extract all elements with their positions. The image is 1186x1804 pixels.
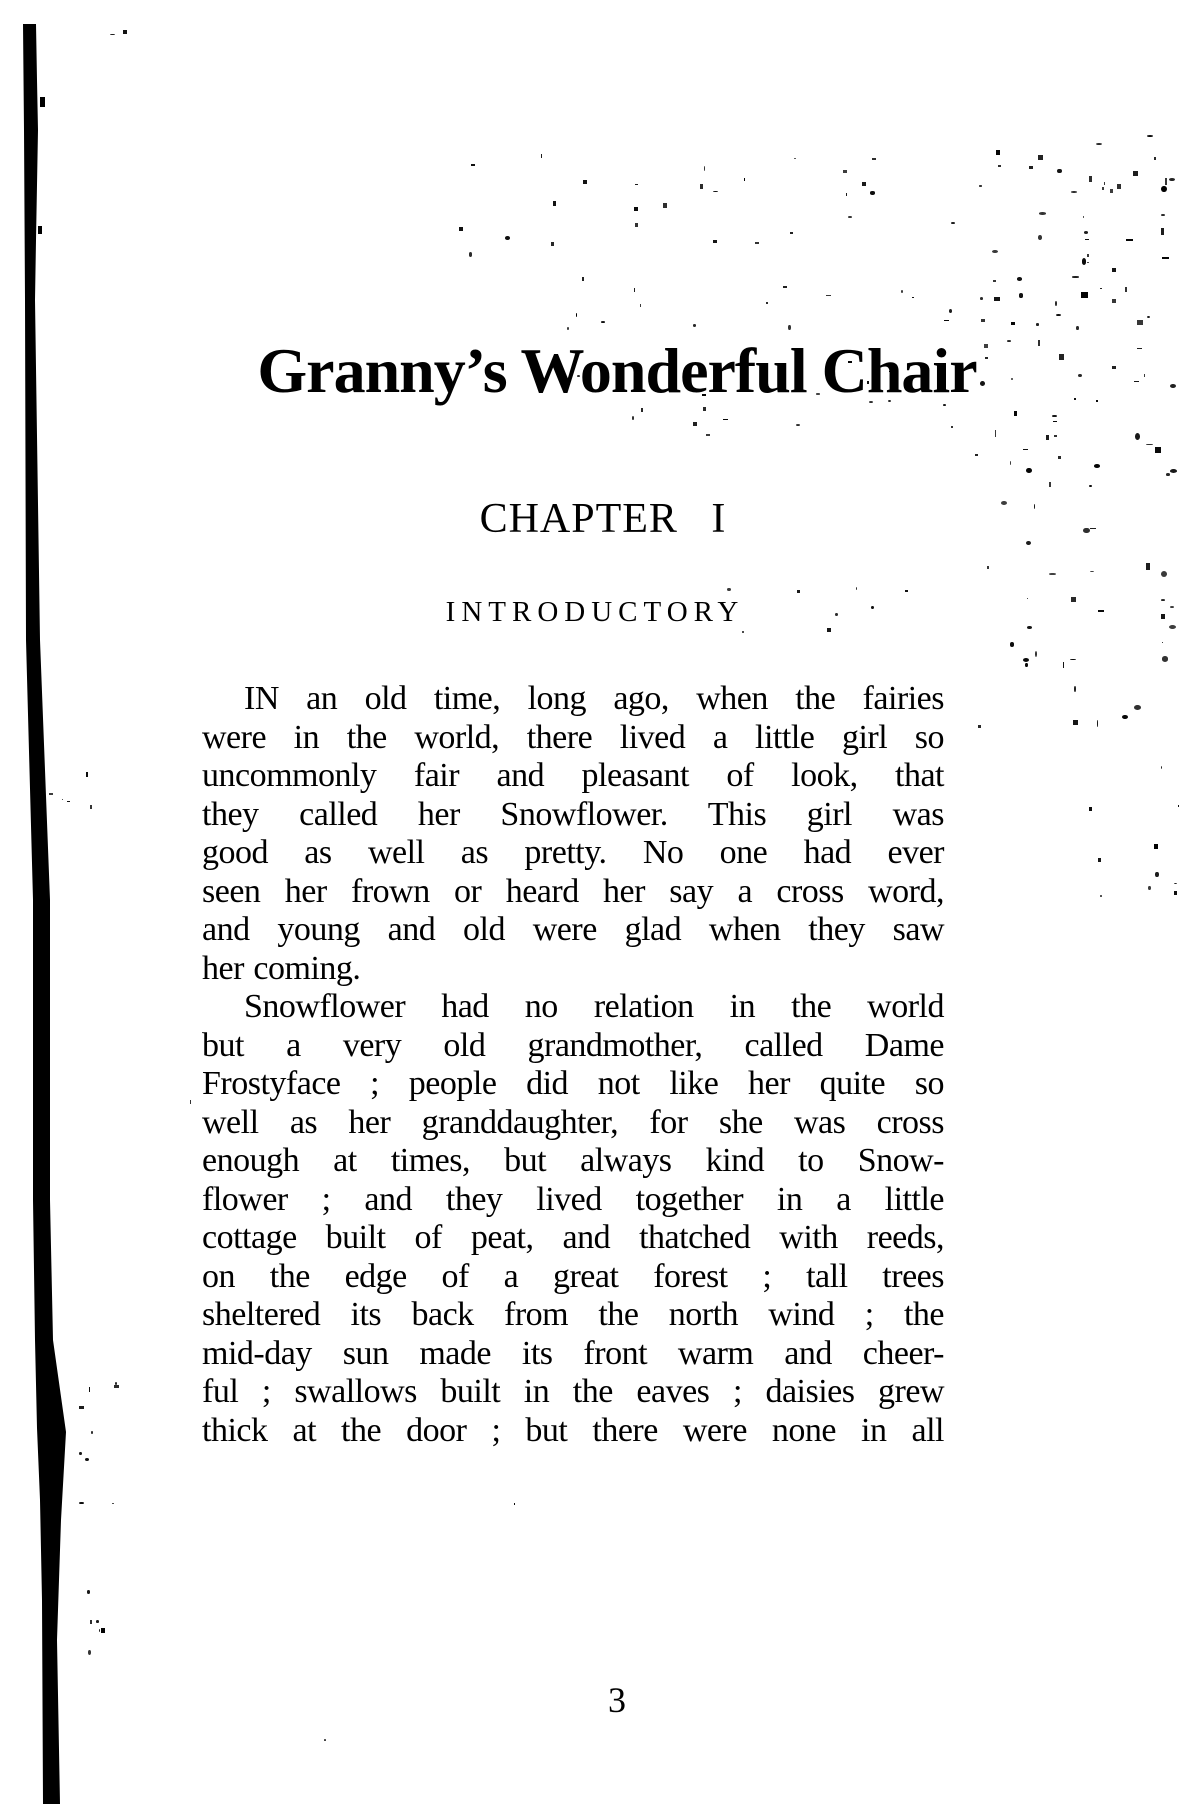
scan-speck (1166, 473, 1170, 476)
scan-speck (1110, 189, 1114, 193)
scan-speck (1027, 626, 1032, 629)
scan-speck (1100, 288, 1101, 289)
scan-speck (1089, 807, 1093, 811)
text-line: her coming. (202, 949, 361, 987)
scan-speck (979, 185, 981, 186)
scan-speck (766, 302, 768, 305)
text-line: good as well as pretty. No one had ever (202, 834, 944, 871)
scan-speck (635, 223, 638, 227)
scan-speck (1161, 766, 1162, 769)
scan-speck (1133, 171, 1137, 176)
scan-speck (693, 422, 697, 426)
scan-speck (1155, 447, 1160, 454)
text-line: but a very old grandmother, called Dame (202, 1026, 944, 1064)
scan-speck (693, 324, 696, 326)
scan-speck (1046, 435, 1049, 440)
scan-speck (1094, 464, 1100, 468)
scan-speck (1036, 323, 1039, 325)
scan-speck (1026, 541, 1031, 545)
scan-speck (1034, 504, 1035, 509)
scan-speck (843, 170, 847, 173)
scan-speck (1025, 663, 1027, 667)
scan-speck (1112, 268, 1116, 272)
scan-speck (1052, 415, 1056, 417)
scan-speck (987, 566, 989, 569)
paragraph (202, 680, 944, 988)
scan-speck (905, 590, 908, 592)
scan-speck (1144, 374, 1145, 378)
scan-speck (640, 304, 641, 307)
scan-speck (459, 227, 463, 231)
scan-speck (190, 1100, 191, 1103)
scan-speck (1010, 461, 1011, 465)
scan-speck (1011, 378, 1013, 380)
scan-speck (980, 297, 983, 300)
scan-speck (788, 325, 790, 330)
scan-speck (1071, 191, 1077, 193)
scan-speck (1087, 254, 1089, 257)
scan-speck (90, 1620, 92, 1624)
scan-speck (1165, 178, 1167, 185)
scan-speck (583, 180, 587, 184)
scan-speck (1019, 293, 1024, 297)
scan-speck (872, 158, 876, 160)
scan-speck (713, 191, 718, 192)
book-title: Granny’s Wonderful Chair (257, 335, 977, 406)
scan-speck (995, 430, 997, 437)
scan-speck (996, 150, 1000, 155)
scan-speck (1011, 322, 1015, 325)
text-line: enough at times, but always kind to Snow- (202, 1142, 944, 1179)
scan-speck (790, 232, 793, 234)
scan-speck (951, 426, 954, 428)
scan-speck (87, 1590, 90, 1593)
scan-speck (1078, 374, 1082, 378)
scan-speck (1026, 468, 1032, 474)
scan-speck (324, 1739, 326, 1741)
text-line: Snowflower had no relation in the world (244, 988, 944, 1025)
scan-speck (1035, 651, 1037, 657)
scan-speck (1102, 187, 1104, 190)
scan-speck (1135, 433, 1140, 440)
scan-speck (1146, 444, 1153, 446)
scan-speck (744, 178, 745, 181)
scan-speck (1023, 658, 1029, 662)
scan-speck (634, 207, 638, 210)
text-line: they called her Snowflower. This girl was (202, 795, 944, 833)
text-line: Frostyface ; people did not like her quite so (202, 1065, 944, 1102)
scan-speck (994, 297, 1000, 301)
scan-speck (1087, 262, 1089, 263)
text-line: were in the world, there lived a little girl so (202, 718, 944, 756)
text-line: thick at the door ; but there were none in all (202, 1411, 944, 1449)
scan-speck (1081, 292, 1088, 298)
scan-speck (635, 184, 639, 185)
scan-speck (1014, 411, 1017, 415)
text-line: cottage built of peat, and thatched with reeds, (202, 1219, 944, 1256)
scan-speck (1148, 886, 1151, 890)
scan-speck (114, 1385, 119, 1388)
scan-speck (634, 288, 635, 293)
scan-speck (1162, 257, 1169, 259)
scan-speck (706, 434, 711, 436)
scan-speck (1096, 143, 1102, 145)
scan-speck (1174, 891, 1177, 895)
scan-speck (1082, 258, 1086, 264)
scan-speck (1122, 715, 1128, 719)
text-line: ful ; swallows built in the eaves ; daisies grew (202, 1373, 944, 1410)
scan-speck (1029, 166, 1033, 169)
scan-speck (1126, 239, 1133, 240)
scan-speck (89, 1387, 90, 1391)
scan-speck (1010, 642, 1014, 646)
scan-speck (1049, 573, 1056, 576)
scan-speck (1057, 169, 1062, 174)
scan-speck (101, 1628, 104, 1633)
scan-speck (1089, 176, 1092, 182)
body-paragraphs (202, 680, 944, 1450)
scan-speck (1154, 844, 1158, 849)
text-line: well as her granddaughter, for she was cross (202, 1103, 944, 1141)
scan-speck (912, 297, 914, 299)
scan-speck (79, 1406, 83, 1409)
scan-speck (90, 805, 91, 810)
section-heading: INTRODUCTORY (445, 596, 745, 628)
scan-speck (1098, 858, 1101, 861)
scan-speck (49, 793, 54, 795)
scan-speck (796, 424, 800, 426)
scan-speck (1161, 186, 1167, 192)
scan-speck (1161, 614, 1164, 620)
scan-speck (1161, 599, 1165, 601)
scan-speck (901, 290, 903, 293)
scan-speck (1059, 354, 1064, 360)
text-line: seen her frown or heard her say a cross word, (202, 872, 944, 910)
scan-speck (79, 1502, 83, 1504)
scan-speck (1098, 610, 1103, 611)
scan-speck (1054, 435, 1057, 437)
scan-speck (1154, 157, 1156, 160)
scan-speck (949, 309, 953, 313)
scan-speck (856, 587, 857, 590)
scan-speck (1170, 469, 1177, 473)
scan-speck (1161, 214, 1165, 216)
scan-speck (96, 1620, 99, 1623)
scan-speck (1090, 528, 1096, 529)
scan-speck (1147, 316, 1150, 319)
scan-speck (663, 203, 667, 208)
scan-speck (1112, 366, 1116, 368)
scan-speck (703, 407, 706, 411)
scan-speck (998, 165, 1001, 167)
scan-speck (713, 240, 717, 243)
scan-speck (1134, 381, 1140, 383)
scan-speck (1038, 235, 1043, 240)
scan-speck (1072, 276, 1079, 277)
scan-speck (1073, 720, 1077, 725)
scan-speck (1162, 656, 1168, 661)
scan-speck (1178, 805, 1179, 807)
scan-speck (469, 252, 472, 256)
scan-speck (1089, 485, 1092, 487)
scan-speck (471, 164, 476, 166)
scan-speck (541, 154, 543, 158)
scan-speck (1104, 182, 1106, 184)
scan-speck (992, 250, 998, 254)
scan-speck (1100, 895, 1102, 897)
scan-speck (742, 631, 744, 633)
scan-speck (1169, 625, 1176, 629)
scan-speck (755, 242, 759, 244)
scan-speck (1058, 456, 1061, 459)
scan-speck (1038, 155, 1042, 160)
text-line: mid-day sun made its front warm and cheer- (202, 1334, 944, 1372)
scan-speck (1007, 340, 1012, 342)
scan-speck (641, 408, 643, 412)
scan-speck (1161, 571, 1167, 577)
scan-speck (1056, 314, 1061, 316)
scan-speck (794, 158, 797, 159)
scan-speck (1039, 212, 1046, 214)
scan-speck (1023, 449, 1028, 450)
scan-speck (582, 277, 584, 281)
scan-speck (993, 280, 996, 283)
scan-speck (567, 327, 569, 330)
scan-speck (846, 193, 848, 196)
scan-speck (704, 166, 705, 171)
text-line: uncommonly fair and pleasant of look, that (202, 757, 944, 794)
scan-speck (576, 313, 578, 316)
scan-speck (1017, 277, 1022, 280)
scan-speck (797, 590, 800, 593)
scan-speck (551, 242, 554, 246)
scan-speck (1134, 705, 1141, 710)
scan-speck (514, 1503, 515, 1505)
book-gutter-shadow (0, 0, 120, 1804)
scan-speck (862, 182, 866, 186)
scan-speck (1162, 642, 1163, 643)
scan-speck (1001, 501, 1007, 505)
text-line: on the edge of a great forest ; tall trees (202, 1257, 944, 1295)
text-line: and young and old were glad when they saw (202, 911, 944, 948)
scan-speck (1027, 598, 1028, 600)
scan-speck (1085, 239, 1089, 240)
text-line: IN an old time, long ago, when the fairies (244, 680, 944, 717)
scan-speck (975, 454, 978, 456)
scan-speck (1125, 287, 1127, 292)
scan-speck (1083, 528, 1090, 534)
scan-speck (1147, 135, 1153, 137)
scan-speck (1137, 320, 1144, 326)
scan-speck (123, 30, 127, 35)
scan-speck (826, 295, 831, 296)
text-line: sheltered its back from the north wind ; the (202, 1296, 944, 1333)
scan-speck (700, 184, 703, 189)
scan-speck (110, 34, 114, 35)
scan-speck (1074, 398, 1076, 401)
scan-speck (827, 628, 831, 632)
scan-speck (67, 801, 70, 802)
scan-speck (1155, 872, 1158, 877)
scan-speck (1071, 597, 1076, 602)
scan-speck (1146, 563, 1150, 570)
scan-speck (1161, 228, 1164, 234)
text-line: flower ; and they lived together in a little (202, 1180, 944, 1218)
scan-speck (505, 236, 510, 240)
scan-speck (86, 772, 87, 777)
scan-speck (783, 286, 786, 288)
scan-speck (1170, 606, 1174, 608)
scan-speck (1117, 184, 1121, 188)
scan-speck (1170, 384, 1177, 388)
scan-speck (1038, 340, 1041, 347)
scan-speck (1055, 301, 1057, 306)
scan-speck (1169, 178, 1175, 181)
scan-speck (723, 419, 728, 420)
paragraph (202, 988, 944, 1450)
scan-speck (1097, 720, 1098, 727)
scan-speck (1083, 216, 1084, 218)
scan-speck (981, 319, 986, 322)
scan-speck (1084, 231, 1088, 234)
scan-speck (1074, 686, 1076, 691)
scan-speck (1174, 883, 1177, 884)
scan-speck (632, 416, 634, 421)
page-number: 3 (608, 1680, 626, 1720)
scan-speck (1053, 421, 1057, 422)
scan-speck (1096, 400, 1099, 402)
scan-speck (553, 201, 556, 205)
scan-speck (601, 321, 605, 323)
scan-speck (1112, 299, 1116, 304)
chapter-heading: CHAPTER I (479, 496, 727, 542)
scan-speck (951, 222, 955, 225)
scan-speck (1076, 326, 1079, 330)
scan-speck (978, 725, 981, 728)
scan-speck (1090, 571, 1093, 572)
scan-speck (1137, 348, 1142, 349)
scan-speck (1070, 659, 1076, 660)
scan-speck (944, 320, 949, 321)
scan-speck (1049, 482, 1051, 487)
scan-speck (848, 216, 852, 219)
scan-speck (727, 588, 731, 592)
scan-speck (1063, 662, 1064, 669)
scan-speck (870, 191, 875, 194)
